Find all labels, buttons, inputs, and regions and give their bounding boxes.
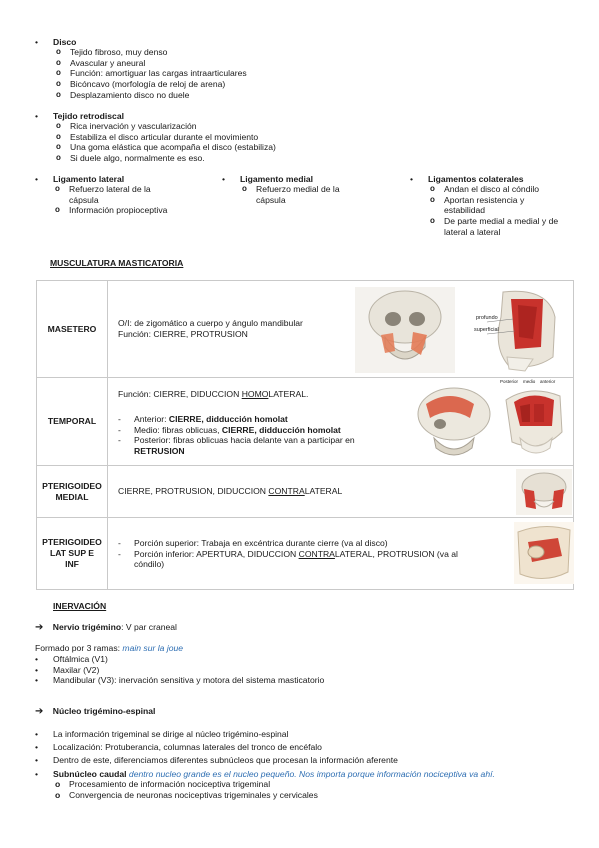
inervacion-title: INERVACIÓN [53,601,107,611]
table-row [37,466,574,518]
temporal-skull-image [410,382,498,462]
bullet-icon: • [35,664,39,675]
arrow-icon: ➔ [35,706,44,717]
list-item: • Oftálmica (V1) [35,654,108,664]
list-item: • La información trigeminal se dirige al núcleo trigémino-espinal [35,729,289,739]
circle-bullet-icon: o [55,205,60,215]
circle-bullet-icon: o [242,184,247,193]
bullet-icon: • [35,174,39,184]
pterigoideo-medial-text: CIERRE, PROTRUSION, DIDUCCION CONTRALATERAL [118,486,343,496]
nucleo-list [35,729,575,801]
circle-bullet-icon: o [430,194,435,204]
arrow-icon: ➔ [35,622,44,633]
circle-bullet-icon: o [56,68,61,78]
list-item: o Función: amortiguar las cargas intraarticulares [56,68,247,79]
list-item: o Una goma elástica que acompaña el disco (estabiliza) [56,142,276,153]
pterigoideo-medial-image [516,469,572,515]
list-item: - Porción inferior: APERTURA, DIDUCCION CONTRALATERAL, PROTRUSION (va al cóndilo) [118,548,458,570]
pterigoideo-lateral-desc [108,518,574,590]
dash-icon: - [118,538,121,548]
masetero-name: MASETERO [37,281,108,378]
list-item: o Convergencia de neuronas nociceptivas trigeminales y cervicales [55,790,318,801]
lig-medial-title: Ligamento medial [240,174,314,184]
bullet-icon: • [35,654,39,664]
dash-icon: - [118,548,121,559]
dash-icon: - [118,424,121,435]
table-row [37,378,574,466]
ramas-intro: Formado por 3 ramas: main sur la joue [35,643,184,653]
masetero-skull-image [355,287,455,373]
table-row [37,281,574,378]
pterigoideo-medial-name: PTERIGOIDEO MEDIAL [37,466,108,518]
pterigoideo-lateral-image [514,522,574,584]
list-item: o Estabiliza el disco articular durante el movimiento [56,131,259,142]
lig-colaterales-list [430,184,564,238]
lig-lateral-title: Ligamento lateral [53,174,125,184]
list-item: o Desplazamiento disco no duele [56,89,190,100]
list-item: o Avascular y aneural [56,57,146,68]
list-item: o Procesamiento de información nociceptiva trigeminal [55,779,271,790]
masetero-img-label-2: superficial [474,327,499,333]
pterigoideo-lateral-list [118,538,504,570]
circle-bullet-icon: o [55,790,61,801]
list-item: • Mandibular (V3): inervación sensitiva y motora del sistema masticatorio [35,675,325,686]
circle-bullet-icon: o [430,216,435,226]
nucleo-title-line: ➔ Núcleo trigémino-espinal [35,706,156,717]
list-item: o Bicóncavo (morfología de reloj de arena) [56,79,226,90]
bullet-icon: • [35,768,39,779]
list-item: - Posterior: fibras oblicuas hacia delante van a participar en RETRUSION [118,435,355,457]
circle-bullet-icon: o [56,89,61,99]
masetero-img-label-1: profundo [476,315,498,321]
musculatura-table [36,280,574,590]
circle-bullet-icon: o [430,184,435,193]
circle-bullet-icon: o [56,79,61,89]
pterigoideo-medial-desc [108,466,574,518]
circle-bullet-icon: o [56,142,61,152]
disco-list [56,47,390,101]
list-item: • Localización: Protuberancia, columnas laterales del tronco de encéfalo [35,742,322,753]
list-item: • Dentro de este, diferenciamos diferentes subnúcleos que procesan la información aferente [35,755,398,766]
lig-lateral-list [55,184,179,216]
table-row [37,518,574,590]
list-item: - Medio: fibras oblicuas, CIERRE, didducción homolat [118,424,341,435]
dash-icon: - [118,435,121,446]
circle-bullet-icon: o [55,779,61,790]
list-item: • Maxilar (V2) [35,664,100,675]
temporal-img-label-3: anterior [540,379,556,384]
retrodiscal-title: Tejido retrodiscal [53,111,124,121]
trigemino-line: ➔ Nervio trigémino: V par craneal [35,622,177,633]
list-item: o Refuerzo lateral de la cápsula [55,184,151,205]
list-item: o Tejido fibroso, muy denso [56,47,168,57]
list-item: o De parte medial a medial y de lateral a lateral [430,216,559,237]
dash-icon: - [118,414,121,424]
lig-colaterales-title: Ligamentos colaterales [428,174,524,184]
circle-bullet-icon: o [56,47,61,56]
bullet-icon: • [35,111,39,121]
temporal-detail-image [500,382,566,462]
list-item: o Andan el disco al cóndilo [430,184,540,194]
circle-bullet-icon: o [56,57,61,67]
bullet-icon: • [222,174,226,184]
bullet-icon: • [35,675,39,686]
temporal-list [118,414,399,457]
masetero-desc [108,281,574,378]
musculatura-title: MUSCULATURA MASTICATORIA [50,258,184,268]
temporal-desc [108,378,574,466]
temporal-img-label-1: Posterior [500,379,519,384]
list-item: • Subnúcleo caudal dentro nucleo grande es el nucleo pequeño. Nos importa porque información nociceptiva va ahí. [35,768,495,779]
pterigoideo-lateral-name: PTERIGOIDEO LAT SUP E INF [37,518,108,590]
lig-medial-list [242,184,366,205]
list-item: - Porción superior: Trabaja en excéntrica durante cierre (va al disco) [118,538,388,548]
ramas-list [35,654,535,686]
list-item: - Anterior: CIERRE, didducción homolat [118,414,288,424]
masetero-oi: O/I: de zigomático a cuerpo y ángulo mandibular [118,318,303,328]
bullet-icon: • [35,742,39,753]
list-item: o Rica inervación y vascularización [56,121,197,131]
list-item: o Refuerzo medial de la cápsula [242,184,340,205]
bullet-icon: • [35,37,39,47]
circle-bullet-icon: o [55,184,60,193]
bullet-icon: • [410,174,414,184]
retrodiscal-list [56,121,430,164]
circle-bullet-icon: o [56,131,61,141]
list-item: o Información propioceptiva [55,205,168,216]
list-item: o Aportan resistencia y estabilidad [430,194,525,216]
disco-title: Disco [53,37,77,47]
list-item: o Si duele algo, normalmente es eso. [56,153,205,164]
bullet-icon: • [35,729,39,739]
masetero-funcion: Función: CIERRE, PROTRUSION [118,328,248,339]
temporal-funcion: Función: CIERRE, DIDUCCION HOMOLATERAL. [118,389,309,399]
temporal-name: TEMPORAL [37,378,108,466]
circle-bullet-icon: o [56,153,61,163]
bullet-icon: • [35,755,39,766]
temporal-img-label-2: medio [523,379,536,384]
circle-bullet-icon: o [56,121,61,130]
